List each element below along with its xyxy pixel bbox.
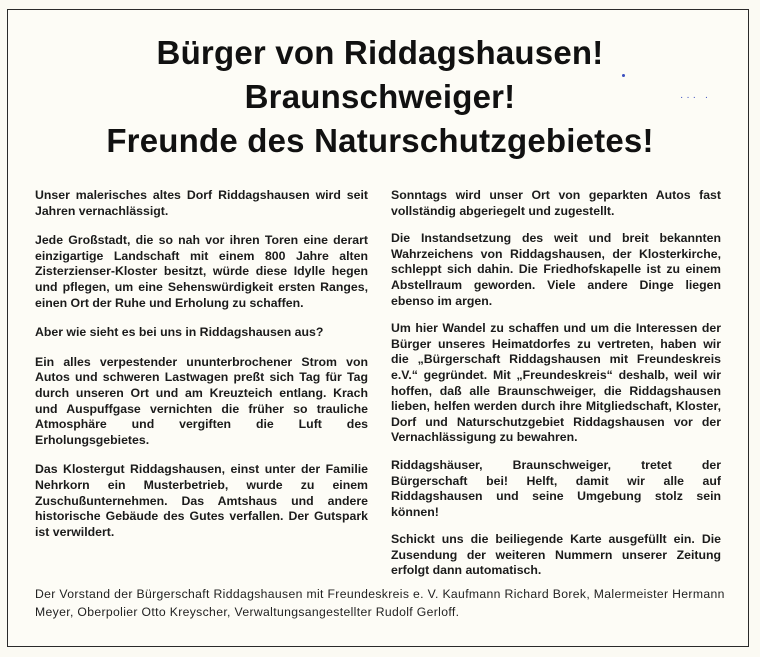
board-signature: Der Vorstand der Bürgerschaft Riddagshausen mit Freundeskreis e. V. Kaufmann Richard Borek, Malermeister Hermann Meyer, Oberpolier Otto Kreyscher, Verwaltungsangestellter Rudolf Gerloff. (35, 587, 725, 619)
paragraph: Unser malerisches altes Dorf Riddagshausen wird seit Jahren vernachlässigt. (35, 188, 368, 218)
paragraph: Das Klostergut Riddagshausen, einst unter der Familie Nehrkorn ein Musterbetrieb, wurde zu einem Zuschußunternehmen. Das Amtshaus und andere historische Gebäude des Gutes verfallen. Der Gutspark ist verwildert. (35, 462, 368, 539)
paragraph: Ein alles verpestender ununterbrochener Strom von Autos und schweren Lastwagen preßt sich Tag für Tag durch unseren Ort und am Kreuzteich entlang. Krach und Auspuffgase vernichten die früher so trauliche Atmosphäre und vergiften die Luft des Erholungsgebietes. (35, 354, 368, 447)
paragraph: Jede Großstadt, die so nah vor ihren Toren eine derart einzigartige Landschaft mit einem 800 Jahre alten Zisterzienser-Kloster besitzt, würde diese Idylle hegen und pflegen, um eine Sehenswürdigkeit ersten Ranges, einen Ort der Ruhe und Erholung zu schaffen. (35, 233, 368, 310)
headline-line-3: Freunde des Naturschutzgebietes! (106, 122, 654, 159)
left-column (35, 188, 368, 554)
paragraph: Schickt uns die beiliegende Karte ausgefüllt ein. Die Zusendung der weiteren Nummern unserer Zeitung erfolgt dann automatisch. (391, 532, 721, 578)
paragraph: Die Instandsetzung des weit und breit bekannten Wahrzeichens von Riddagshausen, der Klosterkirche, schleppt sich dahin. Die Friedhofskapelle ist zu einem Abstellraum geworden. Viele andere Dinge liegen ebenso im argen. (391, 231, 721, 308)
paragraph: Sonntags wird unser Ort von geparkten Autos fast vollständig abgeriegelt und zugestellt. (391, 188, 721, 218)
headline-line-1: Bürger von Riddagshausen! (156, 34, 604, 71)
headline-line-2: Braunschweiger! (244, 78, 516, 115)
ink-marks: ··· · (680, 92, 712, 103)
paragraph: Riddagshäuser, Braunschweiger, tretet der Bürgerschaft bei! Helft, damit wir alle auf Riddagshausen und seine Umgebung stolz sein können! (391, 457, 721, 519)
paragraph: Um hier Wandel zu schaffen und um die Interessen der Bürger unseres Heimatdorfes zu vertreten, haben wir die „Bürgerschaft Riddagshausen mit Freundeskreis e.V.“ gegründet. Mit „Freundeskreis“ deshalb, weil wir hoffen, daß alle Braunschweiger, die Riddagshausen lieben, helfen werden durch ihre Mitgliedschaft, Kloster, Dorf und Naturschutzgebiet Riddagshausen vor der Vernachlässigung zu bewahren. (391, 321, 721, 445)
right-column (391, 188, 721, 591)
paragraph: Aber wie sieht es bei uns in Riddagshausen aus? (35, 325, 324, 340)
